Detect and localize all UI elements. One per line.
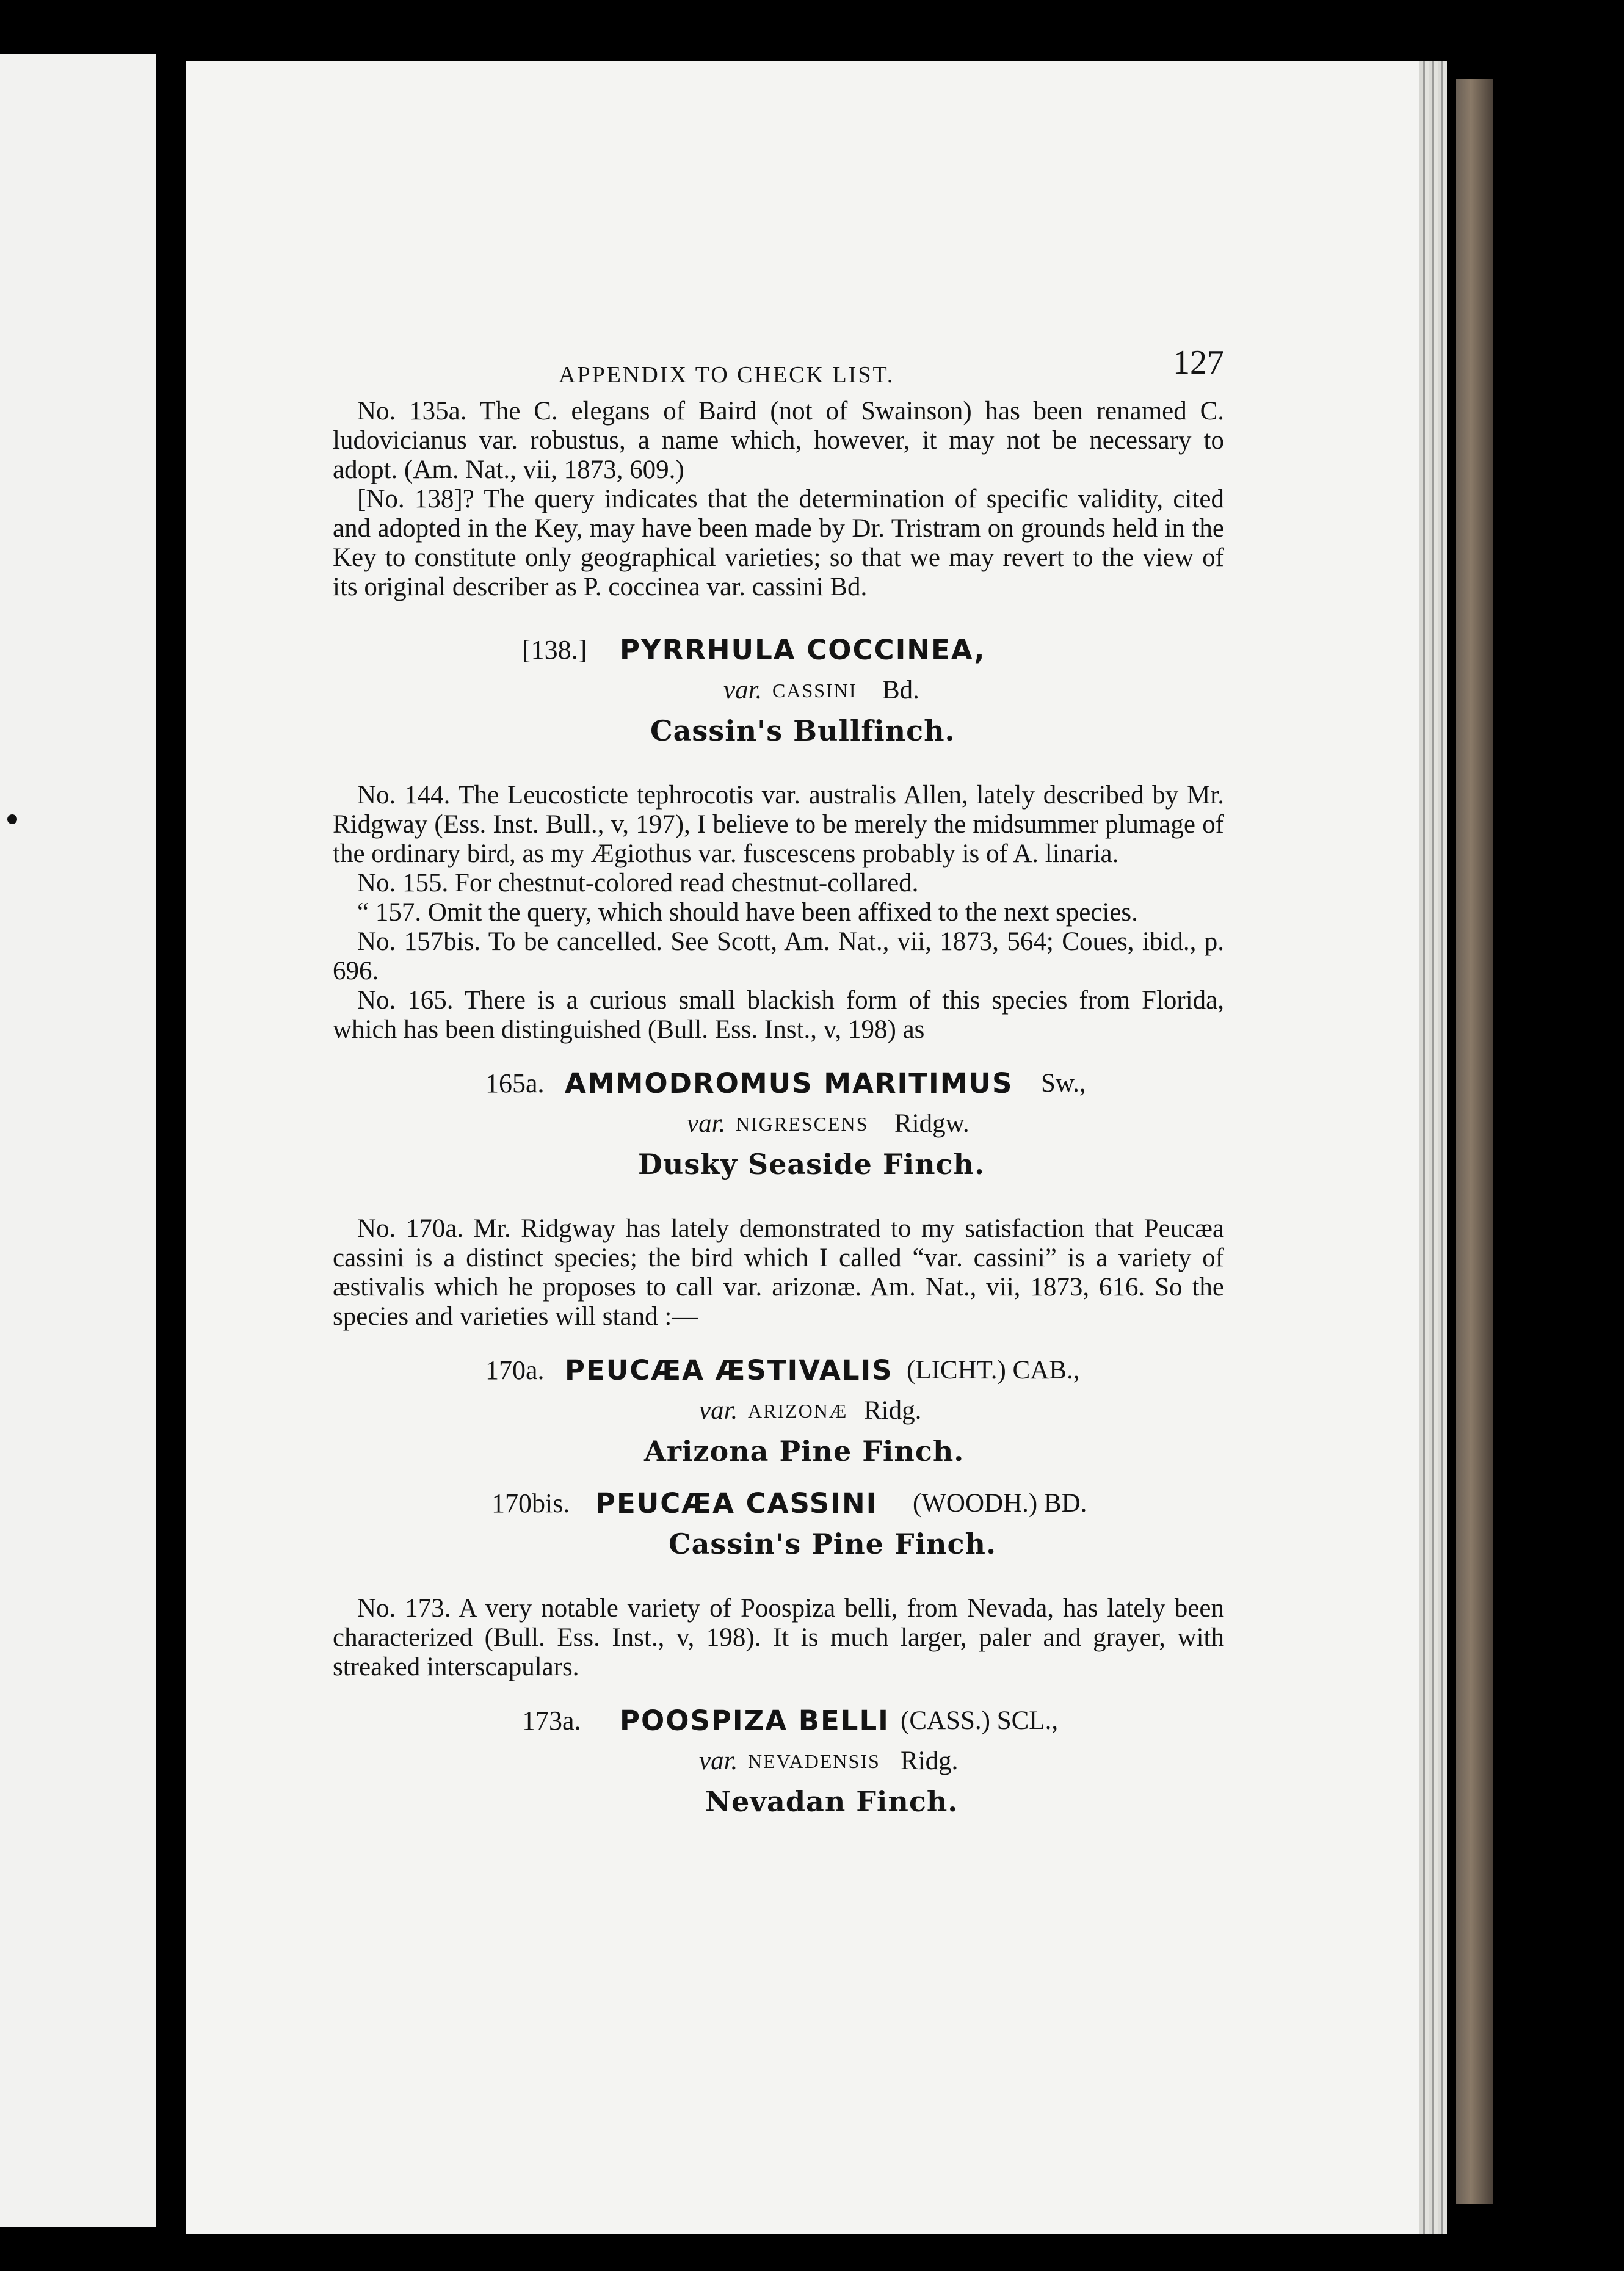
note-170a: No. 170a. Mr. Ridgway has lately demonstrated to my satisfaction that Peucæa cassini is a distinct species; the bird which I called “var. cassini” is a variety of æstivalis which he proposes to call var. arizonæ. Am. Nat., vii, 1873, 616. So the species and varieties will stand :— (333, 1214, 1224, 1331)
common-name: Cassin's Pine Finch. (669, 1527, 996, 1560)
book-gutter (156, 49, 186, 2247)
ink-dot (7, 814, 17, 824)
variety-name: NIGRESCENS (736, 1113, 869, 1135)
page-header (333, 342, 1224, 397)
entry-138 (333, 636, 1224, 756)
var-prefix: var. (699, 1747, 738, 1775)
note-135a: No. 135a. The C. elegans of Baird (not of Swainson) has been renamed C. ludovicianus var. robustus, a name which, however, it may not be necessary to adopt. (Am. Nat., vii, 1873, 609.) (333, 397, 1224, 484)
note-138: [No. 138]? The query indicates that the determination of specific validity, cited and adopted in the Key, may have been made by Dr. Tristram on grounds held in the Key to constitute only geographical varieties; so that we may revert to the view of its original describer as P. coccinea var. cassini Bd. (333, 485, 1224, 601)
book-cover-edge (1456, 79, 1493, 2204)
variety-name: CASSINI (772, 679, 857, 701)
scientific-name: PEUCÆA ÆSTIVALIS (565, 1354, 893, 1386)
variety-author: Bd. (882, 676, 919, 704)
entry-173a (333, 1706, 1224, 1827)
note-144: No. 144. The Leucosticte tephrocotis var. australis Allen, lately described by Mr. Ridgway (Ess. Inst. Bull., v, 197), I believe to be merely the midsummer plumage of the ordinary bird, as my Ægiothus var. fuscescens probably is of A. linaria. (333, 781, 1224, 868)
scientific-name: AMMODROMUS MARITIMUS (565, 1067, 1013, 1099)
common-name: Cassin's Bullfinch. (650, 714, 955, 747)
scientific-name: PEUCÆA CASSINI (595, 1487, 878, 1519)
note-157bis: No. 157bis. To be cancelled. See Scott, Am. Nat., vii, 1873, 564; Coues, ibid., p. 696. (333, 927, 1224, 985)
common-name: Dusky Seaside Finch. (638, 1148, 985, 1181)
entry-number: 173a. (522, 1706, 581, 1736)
scientific-name: POOSPIZA BELLI (620, 1704, 890, 1737)
author: (WOODH.) BD. (913, 1489, 1087, 1518)
running-head: APPENDIX TO CHECK LIST. (559, 362, 895, 388)
entry-number: 165a. (485, 1068, 545, 1098)
author: Sw., (1041, 1069, 1086, 1098)
note-165: No. 165. There is a curious small blackish form of this species from Florida, which has been distinguished (Bull. Ess. Inst., v, 198) as (333, 986, 1224, 1044)
common-name: Nevadan Finch. (705, 1785, 959, 1818)
page-edges (1419, 61, 1447, 2234)
common-name: Arizona Pine Finch. (644, 1435, 965, 1468)
entry-170a (333, 1356, 1224, 1477)
note-155: No. 155. For chestnut-colored read chestnut-collared. (357, 869, 919, 897)
variety-author: Ridg. (901, 1747, 959, 1775)
page-text (333, 342, 1224, 1827)
note-157: “ 157. Omit the query, which should have been affixed to the next species. (357, 898, 1138, 927)
entry-number: [138.] (522, 635, 587, 665)
variety-name: NEVADENSIS (748, 1750, 880, 1772)
author: (LICHT.) CAB., (907, 1356, 1080, 1385)
note-173: No. 173. A very notable variety of Poospiza belli, from Nevada, has lately been characterized (Bull. Ess. Inst., v, 198). It is much larger, paler and grayer, with streaked interscapulars. (333, 1594, 1224, 1681)
variety-name: ARIZONÆ (748, 1400, 848, 1422)
var-prefix: var. (723, 676, 763, 704)
entry-number: 170a. (485, 1355, 545, 1385)
entry-number: 170bis. (491, 1488, 570, 1518)
page-number: 127 (1173, 344, 1224, 382)
author: (CASS.) SCL., (901, 1706, 1059, 1735)
var-prefix: var. (687, 1109, 726, 1138)
variety-author: Ridgw. (894, 1109, 970, 1138)
variety-author: Ridg. (864, 1396, 922, 1425)
scientific-name: PYRRHULA COCCINEA, (620, 634, 986, 666)
entry-170bis (333, 1489, 1224, 1570)
entry-165a (333, 1069, 1224, 1190)
facing-page (0, 54, 156, 2227)
var-prefix: var. (699, 1396, 738, 1425)
